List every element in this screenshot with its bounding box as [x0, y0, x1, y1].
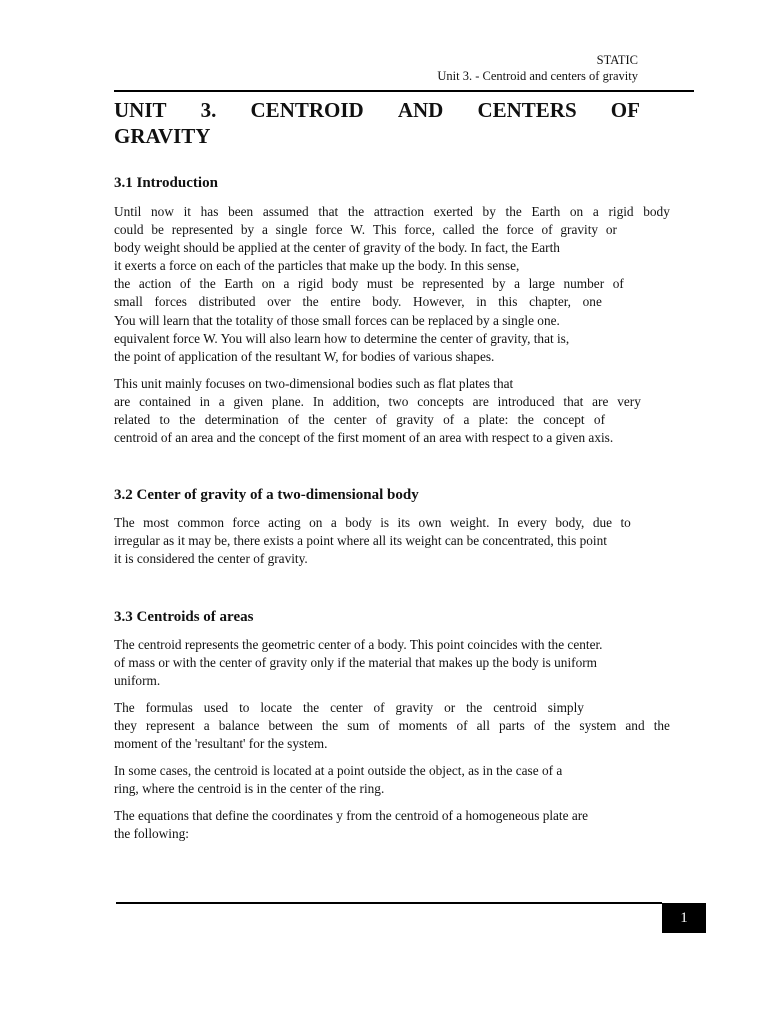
text-line: they represent a balance between the sum of moments of all parts of the system and the	[114, 717, 670, 733]
header-unit-line: Unit 3. - Centroid and centers of gravity	[437, 69, 638, 83]
text-line: The equations that define the coordinates y from the centroid of a homogeneous plate are	[114, 808, 589, 824]
text-line: ring, where the centroid is in the center of the ring.	[114, 781, 385, 797]
paragraph	[114, 375, 670, 447]
text-line: it exerts a force on each of the particles that make up the body. In this sense,	[114, 258, 520, 274]
text-line: The most common force acting on a body is its own weight. In every body, due to	[114, 515, 631, 531]
text-line: the point of application of the resultant W, for bodies of various shapes.	[114, 348, 495, 364]
text-line: related to the determination of the center of gravity of a plate: the concept of	[114, 412, 605, 428]
paragraph	[114, 699, 670, 753]
text-line: could be represented by a single force W. This force, called the force of gravity or	[114, 222, 617, 238]
text-line: equivalent force W. You will also learn how to determine the center of gravity, that is,	[114, 330, 570, 346]
section-heading-introduction: 3.1 Introduction	[114, 175, 218, 191]
text-line: You will learn that the totality of those small forces can be replaced by a single one.	[114, 312, 560, 328]
text-line: it is considered the center of gravity.	[114, 551, 308, 567]
unit-title	[114, 97, 670, 149]
title-word: CENTROID	[250, 98, 364, 122]
footer-rule	[116, 902, 662, 904]
text-line: small forces distributed over the entire body. However, in this chapter, one	[114, 294, 602, 310]
text-line: irregular as it may be, there exists a point where all its weight can be concentrated, this point	[114, 533, 607, 549]
running-header	[437, 52, 638, 84]
text-line: Until now it has been assumed that the attraction exerted by the Earth on a rigid body	[114, 204, 670, 219]
text-line: The formulas used to locate the center of gravity or the centroid simply	[114, 699, 584, 715]
text-line: body weight should be applied at the center of gravity of the body. In fact, the Earth	[114, 240, 560, 256]
paragraph	[114, 807, 670, 843]
title-word: CENTERS	[477, 98, 577, 122]
header-course: STATIC	[596, 53, 638, 67]
title-word: 3.	[200, 98, 217, 122]
text-line: are contained in a given plane. In addition, two concepts are introduced that are very	[114, 393, 641, 409]
paragraph	[114, 636, 670, 690]
header-rule	[114, 90, 694, 92]
title-word: AND	[397, 98, 444, 122]
text-line: moment of the 'resultant' for the system.	[114, 735, 328, 751]
paragraph	[114, 762, 670, 798]
title-line-2: GRAVITY	[114, 124, 211, 148]
text-line: The centroid represents the geometric center of a body. This point coincides with the center.	[114, 636, 603, 652]
paragraph	[114, 514, 670, 568]
text-line: uniform.	[114, 672, 161, 688]
text-line: In some cases, the centroid is located at a point outside the object, as in the case of a	[114, 763, 563, 779]
title-line-1	[114, 97, 640, 123]
text-line: centroid of an area and the concept of the first moment of an area with respect to a given axis.	[114, 430, 614, 446]
text-line: of mass or with the center of gravity only if the material that makes up the body is uniform	[114, 654, 597, 670]
page-body	[114, 94, 670, 843]
page-number: 1	[662, 903, 706, 933]
section-heading-center-of-gravity: 3.2 Center of gravity of a two-dimensional body	[114, 487, 419, 504]
title-word: UNIT	[114, 98, 167, 122]
title-word: OF	[610, 98, 640, 122]
text-line: the following:	[114, 826, 189, 842]
section-heading-centroids: 3.3 Centroids of areas	[114, 608, 254, 625]
paragraph	[114, 203, 670, 366]
text-line: the action of the Earth on a rigid body must be represented by a large number of	[114, 276, 624, 292]
text-line: This unit mainly focuses on two-dimensional bodies such as flat plates that	[114, 375, 514, 391]
